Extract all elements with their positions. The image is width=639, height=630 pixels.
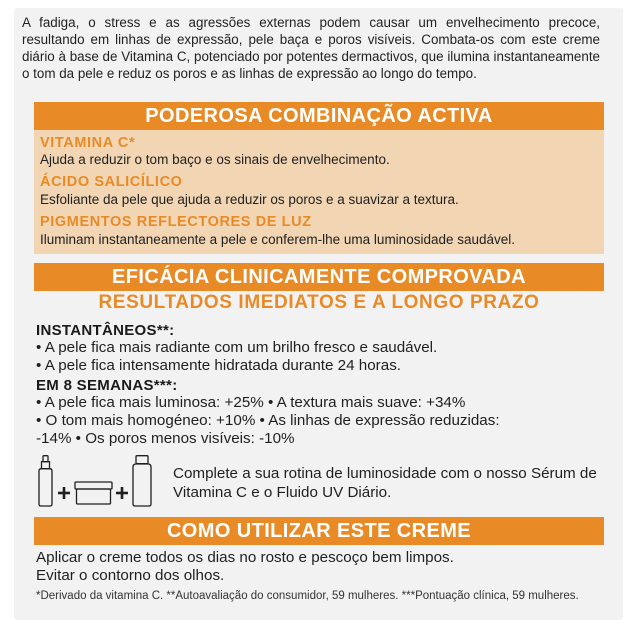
result-line: • A pele fica mais luminosa: +25% • A textura mais suave: +34% (36, 394, 466, 411)
result-line: • O tom mais homogéneo: +10% • As linhas de expressão reduzidas: (36, 412, 500, 429)
efficacy-subtitle: RESULTADOS IMEDIATOS E A LONGO PRAZO (98, 292, 540, 313)
usage-title: COMO UTILIZAR ESTE CREME (34, 517, 604, 545)
ingredient-name: PIGMENTOS REFLECTORES DE LUZ (40, 214, 312, 230)
week-results-title: EM 8 SEMANAS***: (36, 377, 178, 394)
plus-icon (116, 487, 128, 499)
ingredient-desc: Iluminam instantaneamente a pele e conferem-lhe uma luminosidade saudável. (40, 232, 516, 247)
result-line: -14% • Os poros menos visíveis: -10% (36, 430, 295, 447)
combination-title: PODEROSA COMBINAÇÃO ACTIVA (34, 102, 604, 130)
efficacy-title: EFICÁCIA CLINICAMENTE COMPROVADA (34, 263, 604, 291)
usage-line: Aplicar o creme todos os dias no rosto e pescoço bem limpos. (36, 549, 454, 566)
usage-line: Evitar o contorno dos olhos. (36, 567, 225, 584)
footnote: *Derivado da vitamina C. **Autoavaliação do consumidor, 59 mulheres. ***Pontuação clínica, 59 mulheres. (36, 590, 579, 602)
result-line: • A pele fica mais radiante com um brilho fresco e saudável. (36, 339, 438, 356)
cream-jar-icon (75, 482, 112, 504)
ingredient-desc: Esfoliante da pele que ajuda a reduzir os poros e a suavizar a textura. (40, 192, 459, 207)
serum-bottle-icon (39, 456, 52, 506)
ingredient-name: ÁCIDO SALICÍLICO (40, 174, 183, 190)
product-routine-icons (36, 455, 164, 507)
combination-box (34, 130, 604, 254)
instant-results-title: INSTANTÂNEOS**: (36, 322, 175, 339)
intro-paragraph: A fadiga, o stress e as agressões externas podem causar um envelhecimento precoce, resultando em linhas de expressão, pele baça e poros visíveis. Combata-os com este creme diário à base de Vitamina C, potenciado por potentes dermactivos, que ilumina instantaneamente o tom da pele e reduz os poros e as linhas de expressão ao longo do tempo. (22, 15, 600, 81)
routine-text: Complete a sua rotina de luminosidade com o nosso Sérum de Vitamina C e o Fluido UV Diário. (173, 465, 597, 501)
result-line: • A pele fica intensamente hidratada durante 24 horas. (36, 357, 402, 374)
ingredient-desc: Ajuda a reduzir o tom baço e os sinais de envelhecimento. (40, 152, 390, 167)
fluid-bottle-icon (133, 456, 151, 506)
plus-icon (58, 487, 70, 499)
ingredient-name: VITAMINA C* (40, 135, 136, 151)
